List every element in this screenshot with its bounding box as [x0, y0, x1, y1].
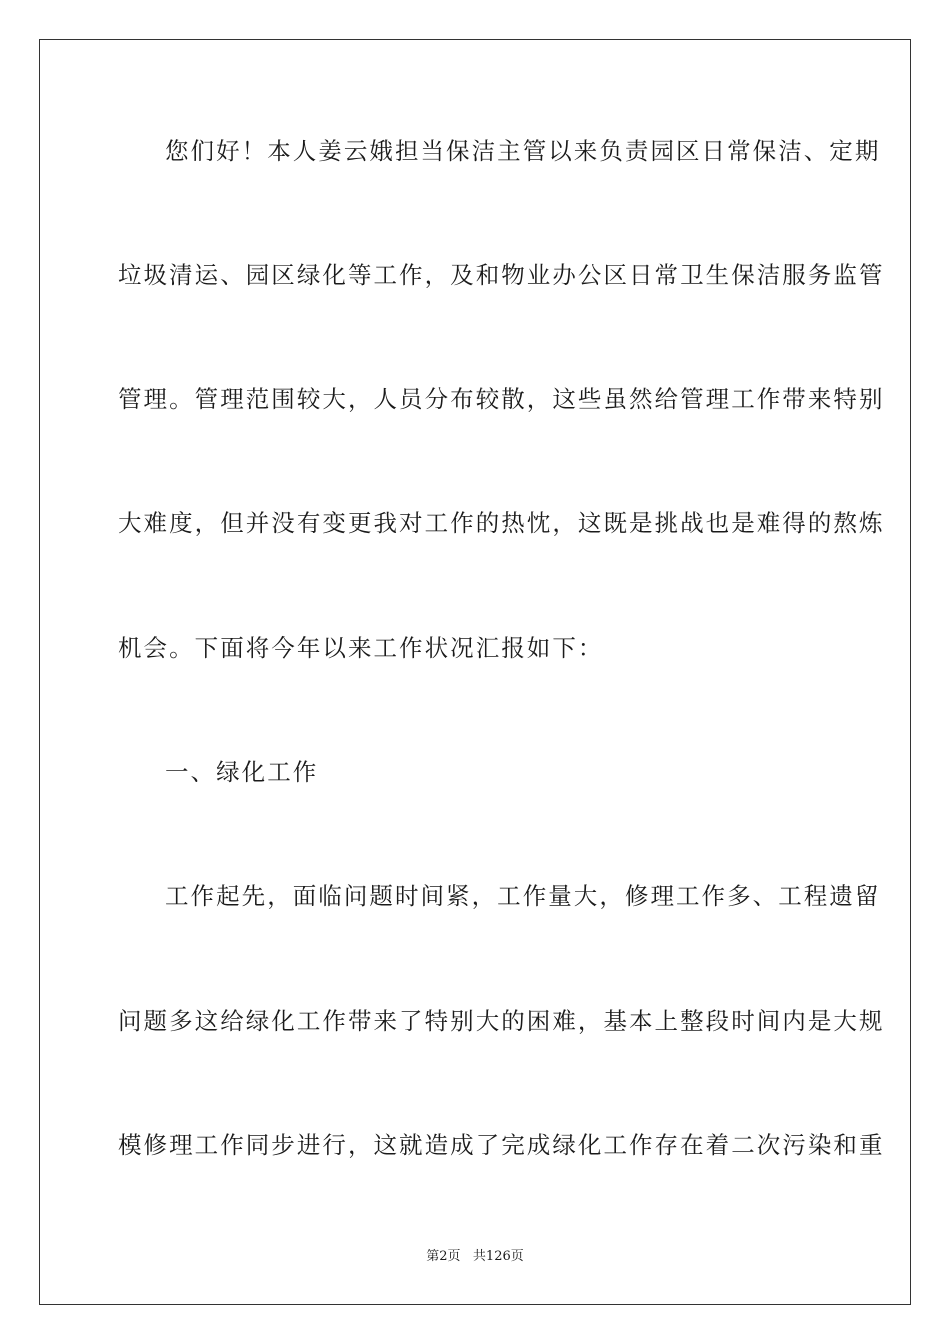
body-text-line: 垃圾清运、园区绿化等工作，及和物业办公区日常卫生保洁服务监管 — [118, 261, 885, 289]
page-total: 共126页 — [472, 1249, 524, 1264]
body-text-line: 工作起先，面临问题时间紧，工作量大，修理工作多、工程遗留 — [165, 882, 881, 910]
body-text-line: 您们好！本人姜云娥担当保洁主管以来负责园区日常保洁、定期 — [165, 137, 881, 165]
body-text-line: 模修理工作同步进行，这就造成了完成绿化工作存在着二次污染和重 — [118, 1131, 885, 1159]
page-number: 第2页 — [426, 1249, 461, 1264]
page-footer — [0, 1248, 950, 1266]
body-text-line: 机会。下面将今年以来工作状况汇报如下： — [118, 634, 604, 662]
body-text-line: 问题多这给绿化工作带来了特别大的困难，基本上整段时间内是大规 — [118, 1007, 885, 1035]
body-text-line: 管理。管理范围较大，人员分布较散，这些虽然给管理工作带来特别 — [118, 385, 885, 413]
body-text-line: 大难度，但并没有变更我对工作的热忱，这既是挑战也是难得的熬炼 — [118, 509, 885, 537]
section-heading: 一、绿化工作 — [165, 758, 319, 786]
page-border — [39, 39, 911, 1305]
